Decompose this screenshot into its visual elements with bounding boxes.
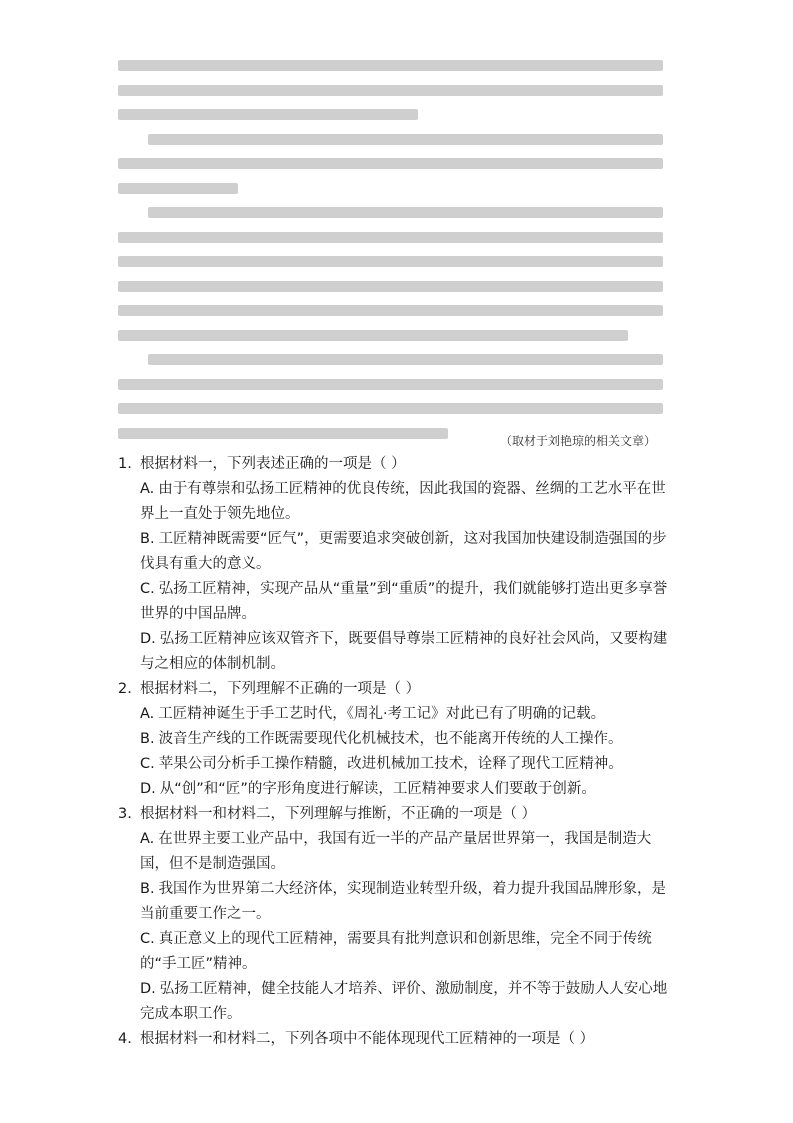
question-text: 根据材料二，下列理解不正确的一项是（ ）	[140, 681, 421, 697]
option-d[interactable]	[140, 777, 678, 802]
option-letter: D.	[140, 631, 156, 647]
question-number: 3.	[118, 806, 132, 822]
option-c[interactable]	[140, 927, 678, 977]
option-letter: A.	[140, 481, 155, 497]
question-2	[118, 677, 678, 802]
option-letter: C.	[140, 581, 155, 597]
option-text: 真正意义上的现代工匠精神，需要具有批判意识和创新思维，完全不同于传统的“手工匠”精神。	[140, 931, 652, 972]
passage-line	[118, 256, 663, 267]
option-letter: B.	[140, 881, 155, 897]
passage-source: （取材于刘艳琼的相关文章）	[500, 434, 657, 448]
option-d[interactable]	[140, 977, 678, 1027]
passage-line	[118, 281, 663, 292]
option-c[interactable]	[140, 577, 678, 627]
option-list	[140, 827, 678, 1027]
option-text: 在世界主要工业产品中，我国有近一半的产品产量居世界第一，我国是制造大国，但不是制造强国。	[140, 831, 652, 872]
question-3	[118, 802, 678, 1027]
option-text: 弘扬工匠精神应该双管齐下，既要倡导尊崇工匠精神的良好社会风尚，又要构建与之相应的体制机制。	[140, 631, 668, 672]
option-a[interactable]	[140, 702, 678, 727]
reading-passage	[118, 60, 678, 452]
option-list	[140, 477, 678, 677]
passage-line	[118, 232, 663, 243]
option-letter: C.	[140, 931, 155, 947]
question-number: 2.	[118, 681, 132, 697]
passage-line	[118, 379, 663, 390]
option-text: 波音生产线的工作既需要现代化机械技术，也不能离开传统的人工操作。	[158, 731, 623, 747]
passage-line	[118, 183, 238, 194]
question-1	[118, 452, 678, 677]
option-text: 工匠精神诞生于手工艺时代，《周礼·考工记》对此已有了明确的记载。	[158, 706, 606, 722]
option-letter: C.	[140, 756, 155, 772]
option-letter: B.	[140, 731, 155, 747]
question-stem	[118, 677, 678, 702]
question-stem	[118, 452, 678, 477]
option-b[interactable]	[140, 727, 678, 752]
passage-line	[118, 158, 663, 169]
question-text: 根据材料一和材料二，下列各项中不能体现现代工匠精神的一项是（ ）	[140, 1031, 595, 1047]
passage-line	[118, 85, 663, 96]
option-text: 弘扬工匠精神，实现产品从“重量”到“重质”的提升，我们就能够打造出更多享誉世界的中国品牌。	[140, 581, 668, 622]
passage-line	[118, 60, 663, 71]
passage-line	[118, 330, 628, 341]
option-text: 苹果公司分析手工操作精髓，改进机械加工技术，诠释了现代工匠精神。	[158, 756, 623, 772]
option-b[interactable]	[140, 527, 678, 577]
option-text: 我国作为世界第二大经济体，实现制造业转型升级，着力提升我国品牌形象，是当前重要工作之一。	[140, 881, 667, 922]
passage-line	[118, 403, 663, 414]
option-letter: D.	[140, 981, 156, 997]
option-text: 工匠精神既需要“匠气”，更需要追求突破创新，这对我国加快建设制造强国的步伐具有重大的意义。	[140, 531, 667, 572]
option-text: 弘扬工匠精神，健全技能人才培养、评价、激励制度，并不等于鼓励人人安心地完成本职工作。	[140, 981, 668, 1022]
question-text: 根据材料一和材料二，下列理解与推断，不正确的一项是（ ）	[140, 806, 537, 822]
option-c[interactable]	[140, 752, 678, 777]
question-stem	[118, 1027, 678, 1052]
question-text: 根据材料一，下列表述正确的一项是（ ）	[140, 456, 406, 472]
question-number: 4.	[118, 1031, 132, 1047]
question-stem	[118, 802, 678, 827]
option-letter: A.	[140, 706, 155, 722]
option-d[interactable]	[140, 627, 678, 677]
passage-line	[148, 207, 663, 218]
question-list	[118, 452, 678, 1052]
option-a[interactable]	[140, 827, 678, 877]
option-a[interactable]	[140, 477, 678, 527]
passage-line	[148, 134, 663, 145]
option-list	[140, 702, 678, 802]
option-text: 从“创”和“匠”的字形角度进行解读，工匠精神要求人们要敢于创新。	[159, 781, 596, 797]
question-4	[118, 1027, 678, 1052]
passage-line	[118, 109, 418, 120]
option-letter: A.	[140, 831, 155, 847]
passage-line	[148, 354, 663, 365]
passage-line	[118, 428, 448, 439]
question-number: 1.	[118, 456, 132, 472]
option-text: 由于有尊崇和弘扬工匠精神的优良传统，因此我国的瓷器、丝绸的工艺水平在世界上一直处于领先地位。	[140, 481, 666, 522]
option-letter: B.	[140, 531, 155, 547]
option-letter: D.	[140, 781, 156, 797]
option-b[interactable]	[140, 877, 678, 927]
passage-line	[118, 305, 663, 316]
